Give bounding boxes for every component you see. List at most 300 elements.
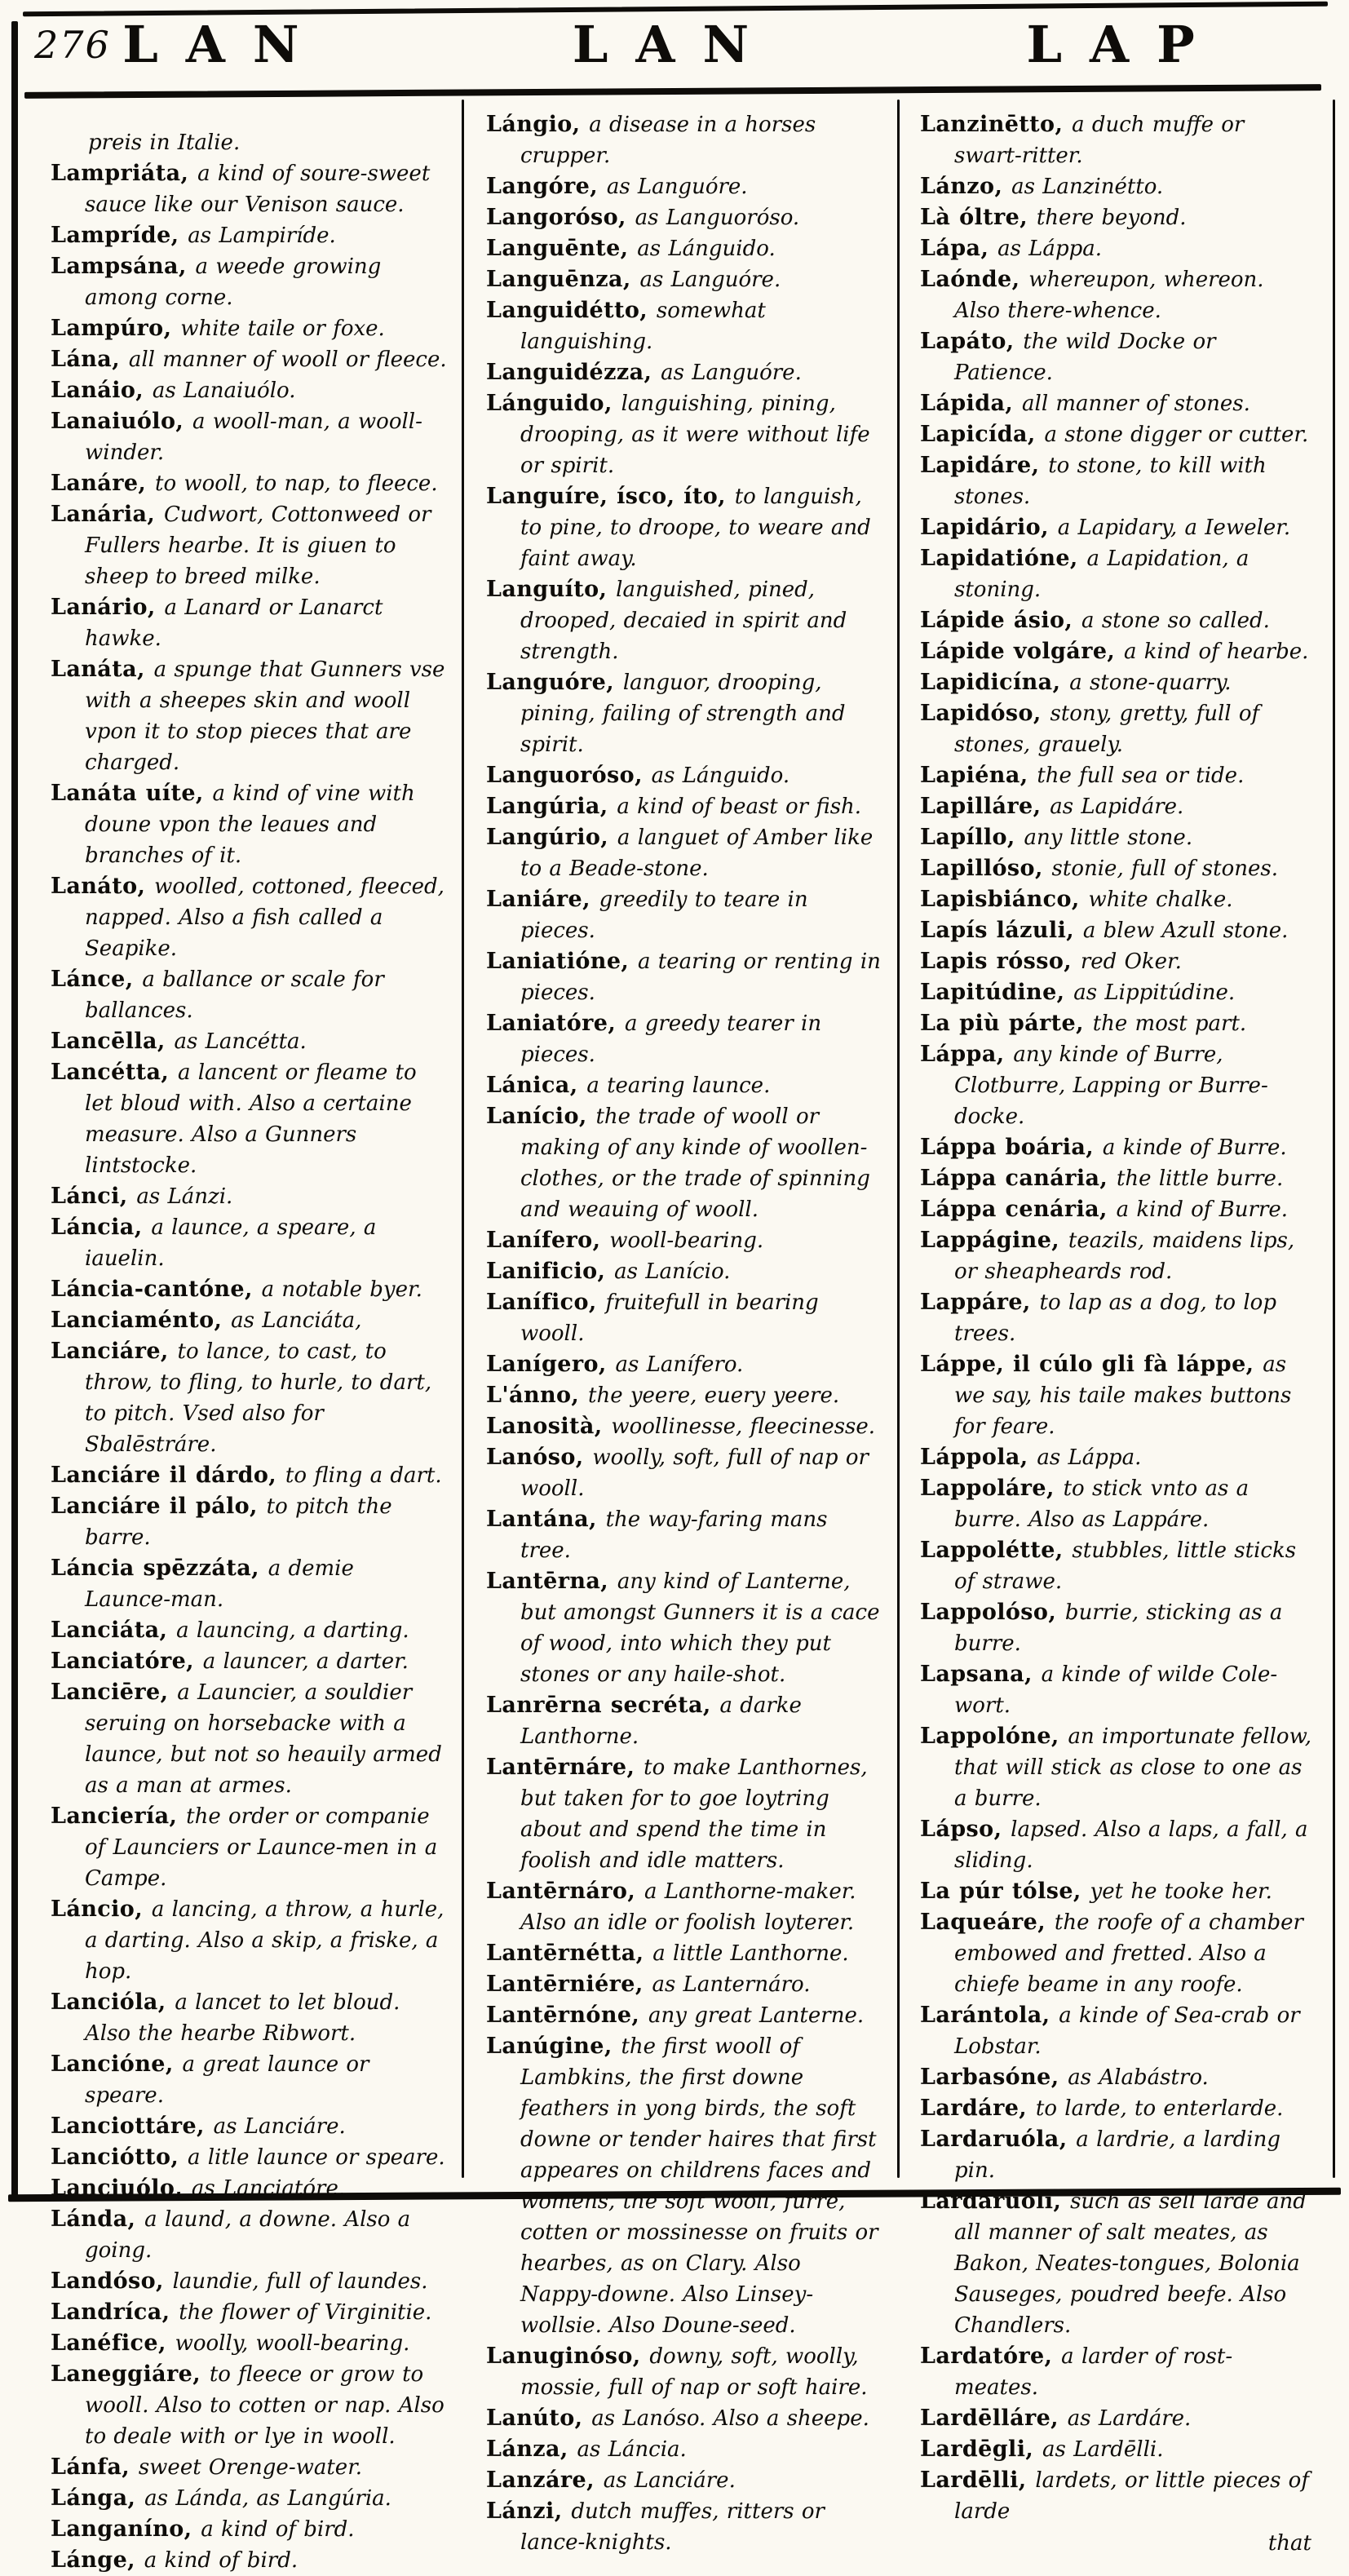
definition: as Lanífero. (615, 1352, 744, 1377)
headword: Languēnza, (486, 267, 640, 292)
dictionary-entry (51, 375, 447, 406)
dictionary-entry (920, 233, 1316, 264)
dictionary-entry (920, 419, 1316, 450)
definition: the roofe of a chamber embowed and fretted. Also a chiefe beame in any roofe. (954, 1910, 1303, 1997)
dictionary-entry (486, 2434, 882, 2465)
definition: to lap as a dog, to lop trees. (954, 1290, 1276, 1346)
headword: Landóso, (51, 2268, 173, 2294)
definition: a Lanard or Lanarct hawke. (85, 595, 383, 651)
dictionary-entry (51, 2483, 447, 2514)
headword: Lanciótto, (51, 2144, 188, 2170)
dictionary-entry (51, 2049, 447, 2111)
definition: as Lardēlli. (1042, 2437, 1164, 2462)
definition: to wooll, to nap, to fleece. (155, 471, 438, 496)
headword: Lanificio, (486, 1259, 615, 1284)
dictionary-entry (486, 1411, 882, 1442)
headword: Lápida, (920, 391, 1022, 416)
definition: a kinde of Burre. (1102, 1135, 1287, 1160)
dictionary-entry (920, 388, 1316, 419)
headword: Lappolóne, (920, 1724, 1068, 1749)
definition: as Lampiríde. (188, 224, 336, 248)
definition: as Lancétta. (174, 1029, 307, 1054)
headword: Lanrērna secréta, (486, 1693, 720, 1718)
dictionary-entry (920, 1132, 1316, 1163)
definition: woolly, wooll-bearing. (175, 2331, 410, 2356)
headword: Lapis rósso, (920, 949, 1081, 974)
definition: a litle launce or speare. (187, 2145, 445, 2170)
dictionary-entry (486, 2000, 882, 2031)
headword: Lanosità, (486, 1414, 612, 1439)
definition: a stone so called. (1081, 609, 1270, 633)
headword: Lardatóre, (920, 2344, 1062, 2369)
definition: as Lanóso. Also a sheepe. (591, 2406, 869, 2431)
definition: a demie Launce-man. (85, 1556, 354, 1612)
headword: Langoróso, (486, 205, 635, 230)
headword: Lapidóso, (920, 701, 1050, 726)
dictionary-entry (486, 1969, 882, 2000)
headword: Lánga, (51, 2485, 145, 2511)
dictionary-entry (920, 2341, 1316, 2403)
headword: Lapís lázuli, (920, 918, 1083, 943)
dictionary-entry (920, 2465, 1316, 2527)
headword: Langúria, (486, 794, 617, 819)
headword: Lanífero, (486, 1228, 610, 1253)
headword: Lanciēre, (51, 1680, 178, 1705)
headword: Lápide volgáre, (920, 639, 1125, 664)
headword: Lapillóso, (920, 856, 1052, 881)
dictionary-entry (920, 636, 1316, 667)
headword: Lanóso, (486, 1445, 593, 1470)
definition: as Lanciáta, (231, 1308, 362, 1333)
headword: Laniáre, (486, 887, 599, 912)
column-divider-2 (897, 100, 900, 2178)
dictionary-entry (920, 171, 1316, 202)
headword: Lantērnóne, (486, 2003, 649, 2028)
definition: to larde, to enterlarde. (1035, 2096, 1284, 2121)
definition: sweet Orenge-water. (138, 2455, 363, 2480)
definition: a tearing launce. (586, 1073, 771, 1098)
definition: woollinesse, fleecinesse. (611, 1414, 876, 1439)
dictionary-entry (51, 1057, 447, 1181)
dictionary-entry (51, 1553, 447, 1615)
headword: Láppola, (920, 1445, 1037, 1470)
column-divider-1 (462, 100, 464, 2178)
definition: as Lanciáre. (603, 2468, 736, 2493)
dictionary-entry (486, 2341, 882, 2403)
running-head (0, 15, 1349, 74)
column-1 (51, 127, 447, 2576)
dictionary-entry (920, 884, 1316, 915)
headword: Lantērnáro, (486, 1879, 644, 1904)
headword: Lanciuólo, (51, 2175, 192, 2201)
definition: lapsed. Also a laps, a fall, a sliding. (954, 1817, 1308, 1873)
headword: Lanáta, (51, 657, 154, 682)
dictionary-entry (51, 344, 447, 375)
dictionary-entry (51, 1181, 447, 1212)
definition: preis in Italie. (88, 131, 241, 155)
definition: a notable byer. (261, 1277, 422, 1302)
dictionary-entry (51, 2142, 447, 2173)
definition: as Alabástro. (1068, 2065, 1209, 2090)
definition: a kinde of Sea-crab or Lobstar. (954, 2003, 1300, 2059)
definition: a stone-quarry. (1069, 671, 1232, 695)
definition: a laund, a downe. Also a going. (85, 2207, 411, 2263)
headword: Lánzo, (920, 174, 1012, 199)
dictionary-entry (486, 1349, 882, 1380)
column-2 (486, 109, 882, 2558)
dictionary-entry (486, 574, 882, 667)
headword: Lápide ásio, (920, 608, 1082, 633)
headword: Larántola, (920, 2003, 1059, 2028)
dictionary-entry (920, 1349, 1316, 1442)
headword: La púr tólse, (920, 1879, 1090, 1904)
definition: a lancent or fleame to let bloud with. Also a certaine measure. Also a Gunners lintstocke. (85, 1060, 417, 1178)
definition: all manner of stones. (1022, 392, 1250, 416)
dictionary-entry (920, 1163, 1316, 1194)
dictionary-entry (51, 592, 447, 654)
dictionary-entry (51, 499, 447, 592)
definition: teazils, maidens lips, or sheapheards rod. (954, 1228, 1295, 1284)
definition: a blew Azull stone. (1082, 918, 1289, 943)
definition: stubbles, little sticks of strawe. (954, 1538, 1297, 1594)
headword: Láncia spēzzáta, (51, 1556, 268, 1581)
headword: Languēnte, (486, 236, 638, 261)
headword: Lánda, (51, 2206, 145, 2232)
dictionary-entry (486, 1008, 882, 1070)
headword: Lanéfice, (51, 2330, 175, 2356)
dictionary-entry (51, 1212, 447, 1274)
headword: Lappoláre, (920, 1476, 1064, 1501)
headword: Lánguido, (486, 391, 621, 416)
dictionary-entry (486, 2031, 882, 2341)
headword: Lantērnétta, (486, 1941, 653, 1966)
definition: to languish, to pine, to droope, to weare and faint away. (520, 485, 871, 571)
definition: any kinde of Burre, Clotburre, Lapping or Burre-docke. (954, 1042, 1268, 1129)
headword: Lantērna, (486, 1569, 617, 1594)
dictionary-entry (920, 512, 1316, 543)
dictionary-entry (920, 605, 1316, 636)
dictionary-entry (51, 1894, 447, 1987)
definition: the full sea or tide. (1037, 764, 1245, 788)
definition: a kind of bird. (144, 2548, 299, 2573)
dictionary-entry (51, 2545, 447, 2576)
dictionary-entry (920, 202, 1316, 233)
headword: Lapáto, (920, 329, 1024, 354)
definition: lardets, or little pieces of larde (954, 2468, 1309, 2524)
headword: Laniatóre, (486, 1011, 625, 1036)
dictionary-entry (486, 2496, 882, 2558)
headword: Lancēlla, (51, 1029, 175, 1054)
headword: Lapidicína, (920, 670, 1070, 695)
headword: Lapilláre, (920, 794, 1050, 819)
headword: Lapiéna, (920, 763, 1037, 788)
definition: stonie, full of stones. (1051, 856, 1278, 881)
dictionary-entry (486, 760, 882, 791)
dictionary-entry (920, 698, 1316, 760)
dictionary-entry (486, 1070, 882, 1101)
definition: laundie, full of laundes. (172, 2269, 428, 2294)
definition: stony, gretty, full of stones, grauely. (954, 702, 1260, 757)
headword: Lampriáta, (51, 161, 198, 186)
headword: Lanígero, (486, 1352, 616, 1377)
headword: Lanáre, (51, 471, 156, 496)
running-head-section-2: LAN (572, 15, 777, 74)
definition: as Láppa. (1037, 1445, 1142, 1470)
definition: woolled, cottoned, fleeced, napped. Also a fish called a Seapike. (85, 874, 445, 961)
dictionary-entry (486, 1380, 882, 1411)
definition: a greedy tearer in pieces. (520, 1011, 822, 1067)
dictionary-entry (51, 127, 447, 158)
headword: Lapidáre, (920, 453, 1049, 478)
headword: Lancióla, (51, 1990, 175, 2015)
dictionary-entry (51, 871, 447, 964)
dictionary-entry (920, 1287, 1316, 1349)
definition: a larder of rost-meates. (954, 2344, 1233, 2400)
definition: yet he tooke her. (1090, 1879, 1272, 1904)
headword: Lampríde, (51, 223, 188, 248)
dictionary-entry (486, 109, 882, 171)
headword: Lanáio, (51, 378, 153, 403)
definition: languished, pined, drooped, decaied in spirit and strength. (520, 578, 847, 664)
dictionary-entry (920, 2000, 1316, 2062)
dictionary-entry (920, 853, 1316, 884)
dictionary-entry (51, 1305, 447, 1336)
definition: a kind of bird. (201, 2517, 355, 2542)
definition: as Lánda, as Langúria. (144, 2486, 391, 2511)
dictionary-entry (51, 2204, 447, 2266)
headword: Lapidário, (920, 515, 1058, 540)
dictionary-entry (51, 406, 447, 468)
headword: Lanáto, (51, 874, 155, 899)
definition: a little Lanthorne. (652, 1941, 849, 1966)
dictionary-entry (486, 357, 882, 388)
definition: greedily to teare in pieces. (520, 887, 808, 943)
dictionary-entry (486, 2403, 882, 2434)
dictionary-entry (920, 977, 1316, 1008)
headword: Láppa canária, (920, 1166, 1117, 1191)
dictionary-entry (486, 1504, 882, 1566)
headword: Láppa, (920, 1042, 1014, 1067)
definition: a kind of Burre. (1116, 1197, 1289, 1222)
dictionary-entry (486, 264, 882, 295)
definition: a Lapidation, a stoning. (954, 547, 1249, 602)
definition: a weede growing among corne. (85, 255, 382, 310)
dictionary-entry (486, 1256, 882, 1287)
definition: a kind of beast or fish. (617, 794, 862, 819)
definition: to fleece or grow to wooll. Also to cotten or nap. Also to deale with or lye in wooll. (85, 2362, 445, 2449)
dictionary-entry (920, 946, 1316, 977)
headword: Languíre, ísco, íto, (486, 484, 735, 509)
dictionary-entry (486, 233, 882, 264)
dictionary-entry (920, 1473, 1316, 1535)
dictionary-entry (920, 915, 1316, 946)
definition: the wild Docke or Patience. (954, 330, 1216, 385)
dictionary-entry (920, 1659, 1316, 1721)
headword: Languoróso, (486, 763, 652, 788)
headword: Lapitúdine, (920, 980, 1074, 1005)
definition: burrie, sticking as a burre. (954, 1600, 1283, 1656)
dictionary-entry (920, 450, 1316, 512)
dictionary-entry (51, 1491, 447, 1553)
dictionary-entry (51, 778, 447, 871)
headword: Lánge, (51, 2547, 144, 2573)
dictionary-entry (920, 1721, 1316, 1814)
definition: a kind of vine with doune vpon the leaues and branches of it. (85, 781, 415, 868)
headword: Lánfa, (51, 2454, 139, 2480)
dictionary-entry (486, 171, 882, 202)
right-edge-rule (1333, 100, 1335, 2178)
headword: Là óltre, (920, 205, 1037, 230)
dictionary-entry (486, 481, 882, 574)
dictionary-entry (920, 1597, 1316, 1659)
definition: as Languóre. (606, 175, 748, 199)
dictionary-entry (920, 1039, 1316, 1132)
dictionary-entry (51, 964, 447, 1026)
definition: whereupon, whereon. Also there-whence. (954, 268, 1264, 323)
headword: Lapicída, (920, 422, 1045, 447)
dictionary-entry (486, 946, 882, 1008)
definition: as Lanciáre. (213, 2114, 346, 2139)
headword: Lancióne, (51, 2052, 183, 2077)
definition: Cudwort, Cottonweed or Fullers hearbe. It is giuen to sheep to breed milke. (85, 502, 431, 589)
dictionary-entry (51, 1460, 447, 1491)
definition: to stick vnto as a burre. Also as Lappáre. (954, 1476, 1249, 1532)
headword: Lánci, (51, 1184, 137, 1209)
dictionary-entry (920, 791, 1316, 822)
definition: as Lapidáre. (1050, 794, 1184, 819)
headword: Lapsana, (920, 1662, 1042, 1687)
dictionary-entry (486, 1876, 882, 1938)
dictionary-entry (486, 667, 882, 760)
headword: Lanáta uíte, (51, 781, 213, 806)
definition: a Lapidary, a Ieweler. (1057, 516, 1291, 540)
headword: Lardēlli, (920, 2468, 1036, 2493)
dictionary-entry (51, 2514, 447, 2545)
headword: Languóre, (486, 670, 623, 695)
headword: Lanciáre il pálo, (51, 1494, 267, 1519)
definition: a lancing, a throw, a hurle, a darting. Also a skip, a friske, a hop. (85, 1897, 445, 1984)
definition: a Lanthorne-maker. Also an idle or foolish loyterer. (520, 1879, 856, 1935)
headword: Lanício, (486, 1104, 596, 1129)
headword: Láppe, il cúlo gli fà láppe, (920, 1352, 1263, 1377)
definition: any great Lanterne. (648, 2003, 865, 2028)
definition: such as sell larde and all manner of salt meates, as Bakon, Neates-tongues, Bolonia Sauseges, poudred beefe. Also Chandlers. (954, 2189, 1307, 2338)
definition: downy, soft, woolly, mossie, full of nap or soft haire. (520, 2344, 868, 2400)
definition: wooll-bearing. (609, 1228, 764, 1253)
definition: the most part. (1092, 1011, 1247, 1036)
definition: to lance, to cast, to throw, to fling, to hurle, to dart, to pitch. Vsed also for Sbalēstráre. (85, 1339, 432, 1457)
definition: to fling a dart. (285, 1463, 442, 1488)
headword: Láppa boária, (920, 1135, 1103, 1160)
dictionary-entry (51, 2266, 447, 2297)
definition: an importunate fellow, that will stick as close to one as a burre. (954, 1724, 1312, 1811)
dictionary-entry (920, 543, 1316, 605)
dictionary-entry (51, 2359, 447, 2452)
headword: Lánzi, (486, 2499, 572, 2524)
headword: Laónde, (920, 267, 1029, 292)
dictionary-entry (51, 2328, 447, 2359)
definition: as Lippitúdine. (1073, 980, 1236, 1005)
definition: languishing, pining, drooping, as it were without life or spirit. (520, 392, 870, 478)
dictionary-entry (486, 822, 882, 884)
headword: Lanzáre, (486, 2468, 604, 2493)
definition: a darke Lanthorne. (520, 1693, 802, 1749)
dictionary-entry (486, 202, 882, 233)
definition: red Oker. (1080, 949, 1182, 974)
headword: Láppa cenária, (920, 1197, 1117, 1222)
definition: as Languóre. (661, 361, 802, 385)
headword: Lanuginóso, (486, 2344, 650, 2369)
headword: Lantērnáre, (486, 1755, 644, 1780)
dictionary-entry (920, 822, 1316, 853)
headword: Languidézza, (486, 360, 661, 385)
headword: Lappágine, (920, 1228, 1068, 1253)
definition: white taile or foxe. (180, 316, 385, 341)
dictionary-entry (486, 1752, 882, 1876)
running-head-section-1: LAN (122, 15, 327, 74)
dictionary-entry (920, 667, 1316, 698)
headword: Lardaruóli, (920, 2189, 1071, 2214)
definition: a disease in a horses crupper. (520, 113, 816, 168)
headword: Lanzinētto, (920, 112, 1073, 137)
definition: a launce, a speare, a iauelin. (85, 1215, 377, 1271)
definition: there beyond. (1036, 206, 1187, 230)
headword: Lanaiuólo, (51, 409, 192, 434)
dictionary-entry (920, 1008, 1316, 1039)
headword: Lánce, (51, 967, 143, 992)
headword: Lanciáta, (51, 1618, 177, 1643)
definition: a kinde of wilde Cole-wort. (954, 1662, 1278, 1718)
definition: the trade of wooll or making of any kinde of woollen-clothes, or the trade of spinning and weauing of wooll. (520, 1104, 870, 1222)
left-binding-rule (11, 21, 18, 2201)
headword: Lantērniére, (486, 1972, 652, 1997)
headword: Lápa, (920, 236, 998, 261)
definition: a kind of soure-sweet sauce like our Venison sauce. (85, 162, 431, 217)
dictionary-entry (920, 264, 1316, 326)
headword: Lanária, (51, 502, 164, 527)
definition: a tearing or renting in pieces. (520, 949, 881, 1005)
dictionary-entry (920, 2093, 1316, 2124)
definition: to make Lanthornes, but taken for to goe loytring about and spend the time in foolish and idle matters. (520, 1755, 868, 1873)
headword: Langóre, (486, 174, 607, 199)
headword: Lánica, (486, 1073, 587, 1098)
definition: as Lanaiuólo. (152, 378, 296, 403)
dictionary-entry (486, 295, 882, 357)
definition: any kind of Lanterne, but amongst Gunners it is a cace of wood, into which they put stones or any haile-shot. (520, 1569, 880, 1687)
headword: Lánza, (486, 2437, 577, 2462)
dictionary-entry (920, 1225, 1316, 1287)
running-head-section-3: LAP (1026, 15, 1223, 74)
dictionary-entry (486, 1225, 882, 1256)
definition: any little stone. (1024, 825, 1193, 850)
definition: a languet of Amber like to a Beade-stone. (520, 825, 874, 881)
definition: as Lánguido. (637, 237, 776, 261)
dictionary-entry (51, 2297, 447, 2328)
headword: Lardáre, (920, 2096, 1036, 2121)
dictionary-entry (51, 251, 447, 313)
dictionary-entry (920, 326, 1316, 388)
dictionary-entry (920, 1442, 1316, 1473)
definition: as Láppa. (997, 237, 1102, 261)
dictionary-entry (51, 1026, 447, 1057)
dictionary-entry (51, 468, 447, 499)
definition: languor, drooping, pining, failing of strength and spirit. (520, 671, 846, 757)
headword: Lanciottáre, (51, 2113, 214, 2139)
definition: a great launce or speare. (85, 2052, 369, 2108)
definition: somewhat languishing. (520, 299, 766, 354)
page-number: 276 (34, 23, 111, 67)
headword: Langaníno, (51, 2516, 201, 2542)
